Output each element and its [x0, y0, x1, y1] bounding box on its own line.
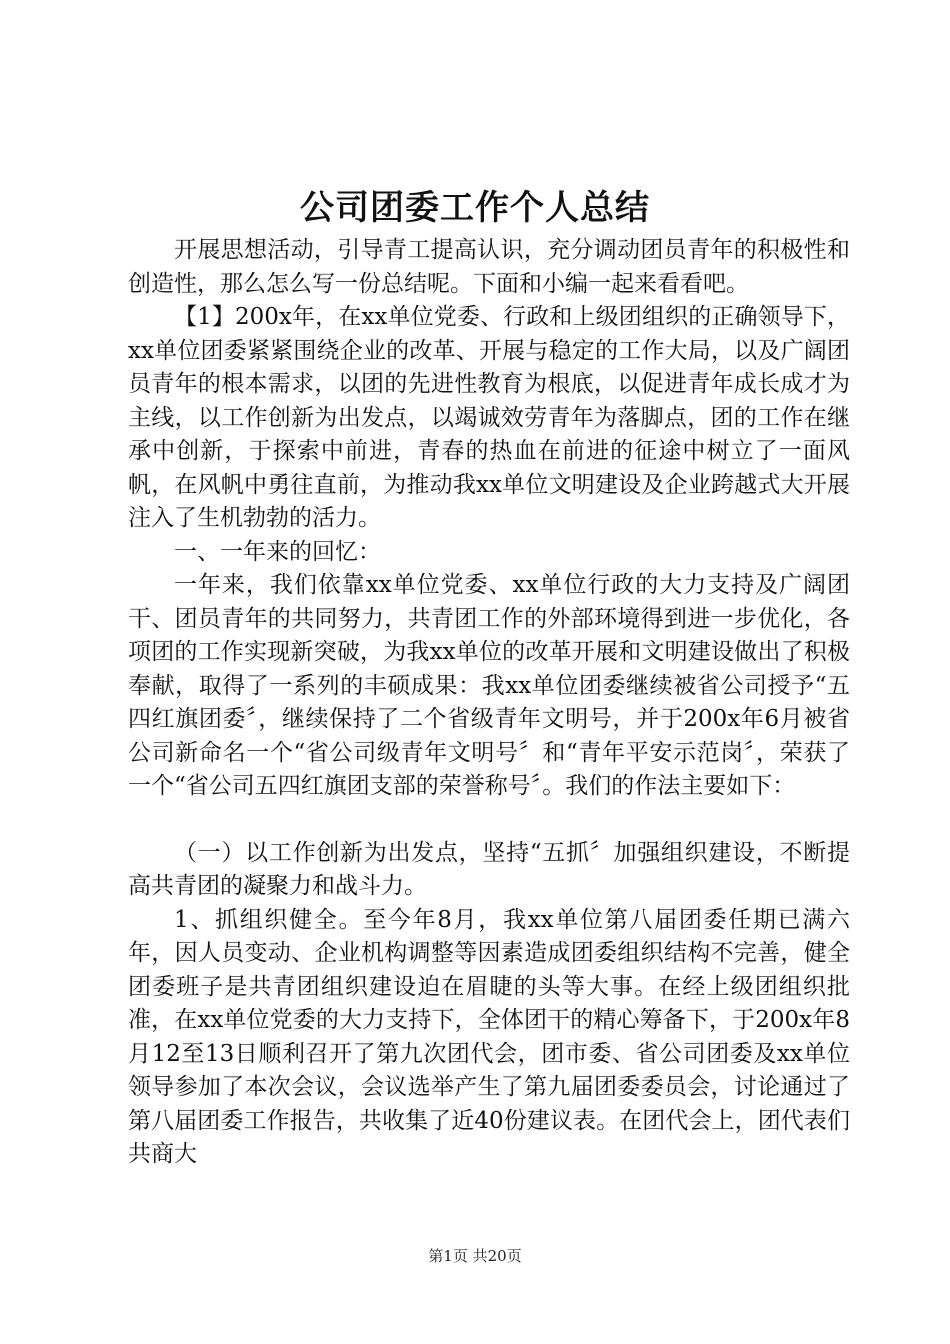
document-body: [128, 234, 850, 1172]
page-number: 第1页 共20页: [428, 1247, 522, 1265]
review-paragraph: 一年来，我们依靠xx单位党委、xx单位行政的大力支持及广阔团干、团员青年的共同努力，共青团工作的外部环境得到进一步优化，各项团的工作实现新突破，为我xx单位的改革开展和文明建设做出了积极奉献，取得了一系列的丰硕成果：我xx单位团委继续被省公司授予“五四红旗团委〞，继续保持了二个省级青年文明号，并于200x年6月被省公司新命名一个“省公司级青年文明号〞和“青年平安示范岗〞，荣获了一个“省公司五四红旗团支部的荣誉称号〞。我们的作法主要如下：: [128, 572, 850, 799]
organization-paragraph: 1、抓组织健全。至今年8月，我xx单位第八届团委任期已满六年，因人员变动、企业机构调整等因素造成团委组织结构不完善，健全团委班子是共青团组织建设迫在眉睫的头等大事。在经上级团组织批准，在xx单位党委的大力支持下，全体团干的精心筹备下，于200x年8月12至13日顺利召开了第九次团代会，团市委、省公司团委及xx单位领导参加了本次会议，会议选举产生了第九届团委委员会，讨论通过了第八届团委工作报告，共收集了近40份建议表。在团代会上，团代表们共商大: [128, 906, 850, 1167]
intro-paragraph: 开展思想活动，引导青工提高认识，充分调动团员青年的积极性和创造性，那么怎么写一份总结呢。下面和小编一起来看看吧。: [128, 237, 850, 297]
subsection-heading: （一）以工作创新为出发点，坚持“五抓〞加强组织建设，不断提高共青团的凝聚力和战斗力。: [128, 839, 850, 899]
review-heading: 一、一年来的回忆：: [174, 538, 381, 565]
document-title: 公司团委工作个人总结: [300, 188, 650, 228]
section-1-paragraph: 【1】200x年，在xx单位党委、行政和上级团组织的正确领导下，xx单位团委紧紧围绕企业的改革、开展与稳定的工作大局，以及广阔团员青年的根本需求，以团的先进性教育为根底，以促进青年成长成才为主线，以工作创新为出发点，以竭诚效劳青年为落脚点，团的工作在继承中创新，于探索中前进，青春的热血在前进的征途中树立了一面风帆，在风帆中勇往直前，为推动我xx单位文明建设及企业跨越式大开展注入了生机勃勃的活力。: [128, 304, 850, 531]
